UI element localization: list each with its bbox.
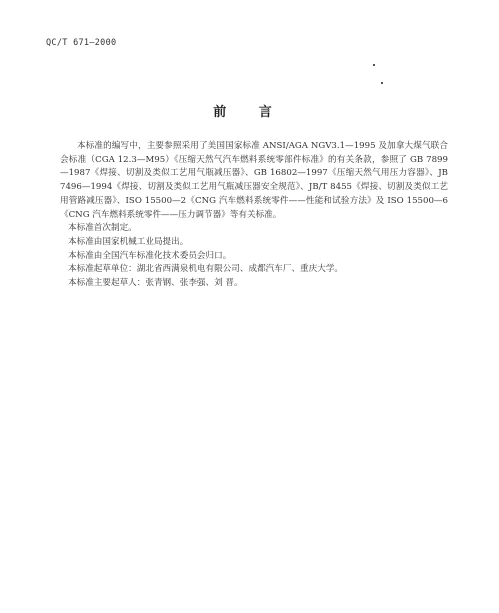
line-under-jurisdiction: 本标准由全国汽车标准化技术委员会归口。 (68, 250, 232, 261)
scan-mark (381, 82, 383, 84)
line-drafting-units: 本标准起草单位：湖北省西满泉机电有限公司、成都汽车厂、重庆大学。 (68, 264, 344, 275)
line-principal-drafters: 本标准主要起草人：张青钢、张李强、刘 晋。 (68, 278, 243, 289)
paragraph-references: 本标准的编写中，主要参照采用了美国国家标准 ANSI/AGA NGV3.1—1995 及加拿大煤气联合会标准（CGA 12.3—M95）《压缩天然气汽车燃料系统零部件标准》的有关条款，参照了 GB 7899—1987《焊接、切割及类似工艺用气瓶减压器》、GB 16802—1997《压缩天然气用压力容器》、JB 7496—1994《焊接、切割及类似工艺用气瓶减压器安全规范》、JB/T 8455《焊接、切割及类似工艺用管路减压器》、ISO 15500—2《CNG 汽车燃料系统零件——性能和试验方法》及 ISO 15500—6《CNG 汽车燃料系统零件——压力调节器》等有关标准。 (60, 141, 448, 220)
document-body (60, 140, 448, 291)
line-first-issue: 本标准首次制定。 (68, 223, 137, 234)
scan-mark (373, 64, 375, 66)
document-code: QC/T 671—2000 (46, 38, 117, 48)
section-title: 前 言 (213, 105, 286, 120)
line-proposed-by: 本标准由国家机械工业局提出。 (68, 236, 189, 247)
